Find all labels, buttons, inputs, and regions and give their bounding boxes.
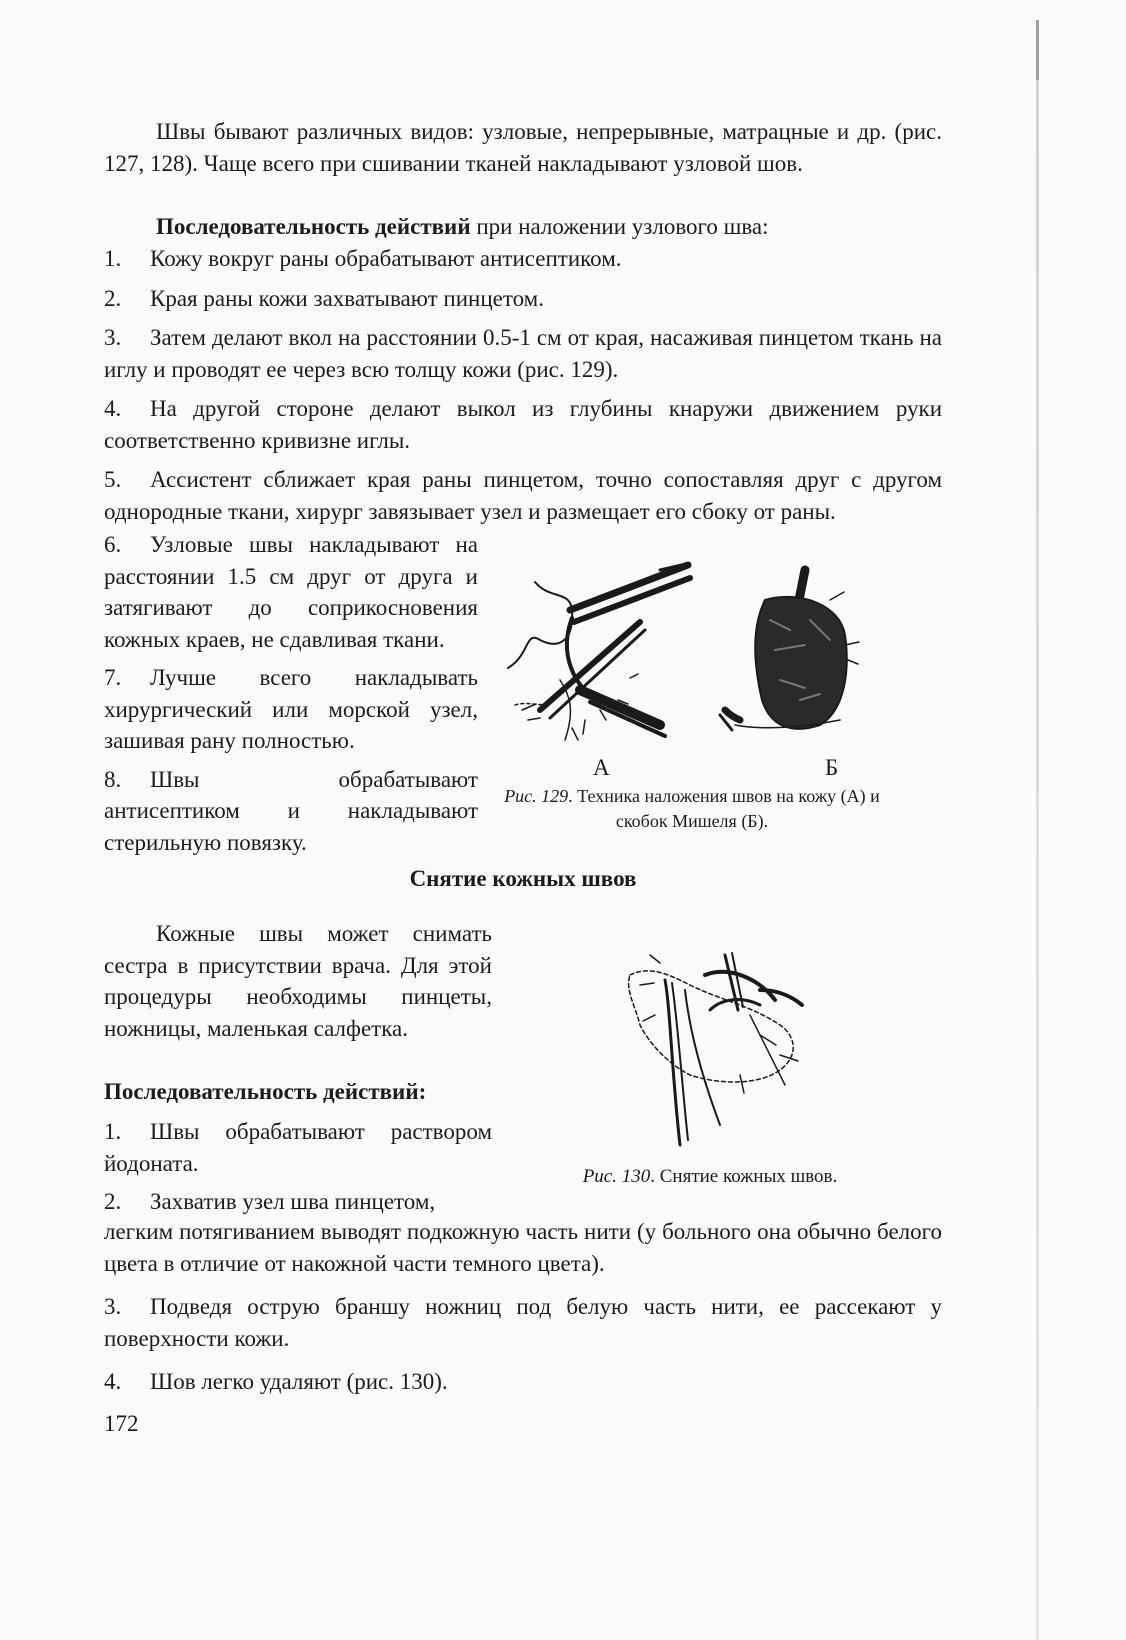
list-item: 8. Швы обрабатывают антисептиком и накладывают стерильную повязку.: [104, 766, 478, 855]
steps-narrow: [104, 529, 478, 858]
figure-129-caption: [500, 784, 884, 834]
list-item: 2. Края раны кожи захватывают пинцетом.: [104, 285, 544, 311]
sequence-heading: [104, 211, 942, 243]
removal-steps-narrow: [104, 1116, 492, 1218]
removal-paragraph: Кожные швы может снимать сестра в присутствии врача. Для этой процедуры необходимы пинцеты, ножницы, маленькая салфетка.: [104, 921, 492, 1041]
michel-clips-drawing-b: [720, 570, 859, 730]
page-number: 172: [104, 1411, 139, 1436]
figure-130-caption-text: . Снятие кожных швов.: [650, 1166, 838, 1187]
list-item: 5. Ассистент сближает края раны пинцетом, точно сопоставляя друг с другом однородные ткани, хирург завязывает узел и размещает его сбоку от раны.: [104, 467, 942, 524]
figure-129-label-a: А: [593, 755, 610, 780]
figure-130-illustration: [610, 935, 820, 1160]
list-item: 1. Кожу вокруг раны обрабатывают антисептиком.: [104, 246, 622, 271]
list-item: 4. На другой стороне делают выкол из глубины кнаружи движением руки соответственно кривизне иглы.: [104, 396, 942, 453]
figure-129-illustration: [500, 560, 880, 765]
figure-129-caption-text: . Техника наложения швов на кожу (А) и скобок Мишеля (Б).: [568, 786, 880, 831]
list-item: 2. Захватив узел шва пинцетом,: [104, 1189, 436, 1214]
list-item: 3. Подведя острую браншу ножниц под белую часть нити, ее рассекают у поверхности кожи.: [104, 1294, 942, 1351]
section-heading: Снятие кожных швов: [409, 866, 637, 891]
sequence-heading-2: Последовательность действий:: [104, 1079, 427, 1104]
list-item: 3. Затем делают вкол на расстоянии 0.5-1 см от края, насаживая пинцетом ткань на иглу и проводят ее через всю толщу кожи (рис. 129).: [104, 325, 942, 382]
steps-full-width: [104, 243, 942, 527]
list-item: 7. Лучше всего накладывать хирургический или морской узел, зашивая рану полностью.: [104, 665, 478, 753]
scan-edge: [1036, 20, 1039, 1640]
figure-129-label-b: Б: [825, 755, 839, 780]
figure-129-caption-number: Рис. 129: [504, 786, 569, 806]
suture-technique-drawing-a: [508, 564, 690, 740]
list-item: 6. Узловые швы накладывают на расстоянии 1.5 см друг от друга и затягивают до соприкосновения кожных краев, не сдавливая ткани.: [104, 532, 478, 652]
sequence-heading-bold: Последовательность действий: [156, 214, 471, 239]
suture-removal-drawing: [629, 953, 802, 1145]
removal-steps-full: [104, 1216, 942, 1398]
intro-paragraph: Швы бывают различных видов: узловые, непрерывные, матрацные и др. (рис. 127, 128). Чаще всего при сшивании тканей накладывают узловой шов.: [104, 119, 942, 176]
sequence-heading-rest: при наложении узлового шва:: [470, 214, 769, 239]
figure-130-caption: [540, 1164, 880, 1189]
list-item: 1. Швы обрабатывают раствором йодоната.: [104, 1119, 492, 1176]
figure-130-caption-number: Рис. 130: [582, 1166, 651, 1187]
list-item: 4. Шов легко удаляют (рис. 130).: [104, 1369, 448, 1394]
list-item-continuation: легким потягиванием выводят подкожную часть нити (у больного она обычно белого цвета в отличие от накожной части темного цвета).: [104, 1219, 942, 1276]
